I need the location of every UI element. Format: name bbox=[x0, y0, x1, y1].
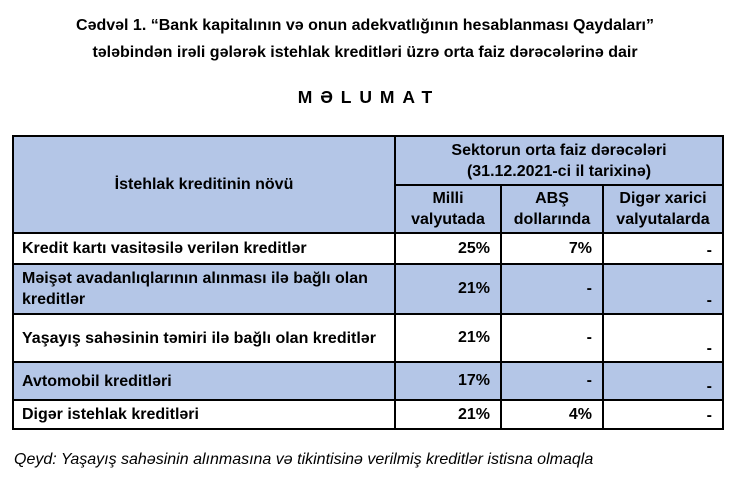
table-row-other-consumer-loans bbox=[13, 400, 723, 429]
value-usd: - bbox=[501, 362, 603, 400]
table-row-housing-repair bbox=[13, 314, 723, 362]
sector-rates-header-line-1: Sektorun orta faiz dərəcələri bbox=[451, 141, 667, 159]
interest-rates-table bbox=[12, 135, 724, 430]
value-other: - bbox=[603, 362, 723, 400]
table-body bbox=[13, 233, 723, 429]
sector-rates-header-line-2: (31.12.2021-ci il tarixinə) bbox=[466, 162, 652, 180]
column-header-usd: ABŞ dollarında bbox=[501, 185, 603, 233]
value-national: 21% bbox=[395, 314, 501, 362]
column-header-national-currency: Milli valyutada bbox=[395, 185, 501, 233]
value-other: - bbox=[603, 400, 723, 429]
melumat-heading: MƏLUMAT bbox=[297, 87, 441, 107]
document-title-line-1: Cədvəl 1. “Bank kapitalının və onun adekvatlığının hesablanması Qaydaları” bbox=[76, 17, 654, 34]
value-national: 17% bbox=[395, 362, 501, 400]
value-other: - bbox=[603, 233, 723, 264]
table-row-auto-loans bbox=[13, 362, 723, 400]
document-title-line-2: tələbindən irəli gələrək istehlak kreditləri üzrə orta faiz dərəcələrinə dair bbox=[92, 44, 638, 61]
column-header-other-foreign-currency: Digər xarici valyutalarda bbox=[603, 185, 723, 233]
document-title bbox=[0, 0, 730, 66]
table-header bbox=[13, 136, 723, 233]
value-other: - bbox=[603, 314, 723, 362]
table-row-credit-card bbox=[13, 233, 723, 264]
value-usd: 4% bbox=[501, 400, 603, 429]
row-label: Digər istehlak kreditləri bbox=[13, 400, 395, 429]
value-usd: 7% bbox=[501, 233, 603, 264]
row-label: Yaşayış sahəsinin təmiri ilə bağlı olan kreditlər bbox=[13, 314, 395, 362]
value-national: 21% bbox=[395, 264, 501, 314]
table-header-row-group bbox=[13, 136, 723, 185]
row-label: Məişət avadanlıqlarının alınması ilə bağlı olan kreditlər bbox=[13, 264, 395, 314]
column-header-loan-type: İstehlak kreditinin növü bbox=[13, 136, 395, 233]
value-usd: - bbox=[501, 264, 603, 314]
row-label: Kredit kartı vasitəsilə verilən kreditlər bbox=[13, 233, 395, 264]
value-national: 25% bbox=[395, 233, 501, 264]
column-header-sector-rates bbox=[395, 136, 723, 185]
footnote: Qeyd: Yaşayış sahəsinin alınmasına və tikintisinə verilmiş kreditlər istisna olmaqla bbox=[14, 451, 594, 468]
table-row-household-appliances bbox=[13, 264, 723, 314]
row-label: Avtomobil kreditləri bbox=[13, 362, 395, 400]
value-national: 21% bbox=[395, 400, 501, 429]
value-other: - bbox=[603, 264, 723, 314]
value-usd: - bbox=[501, 314, 603, 362]
